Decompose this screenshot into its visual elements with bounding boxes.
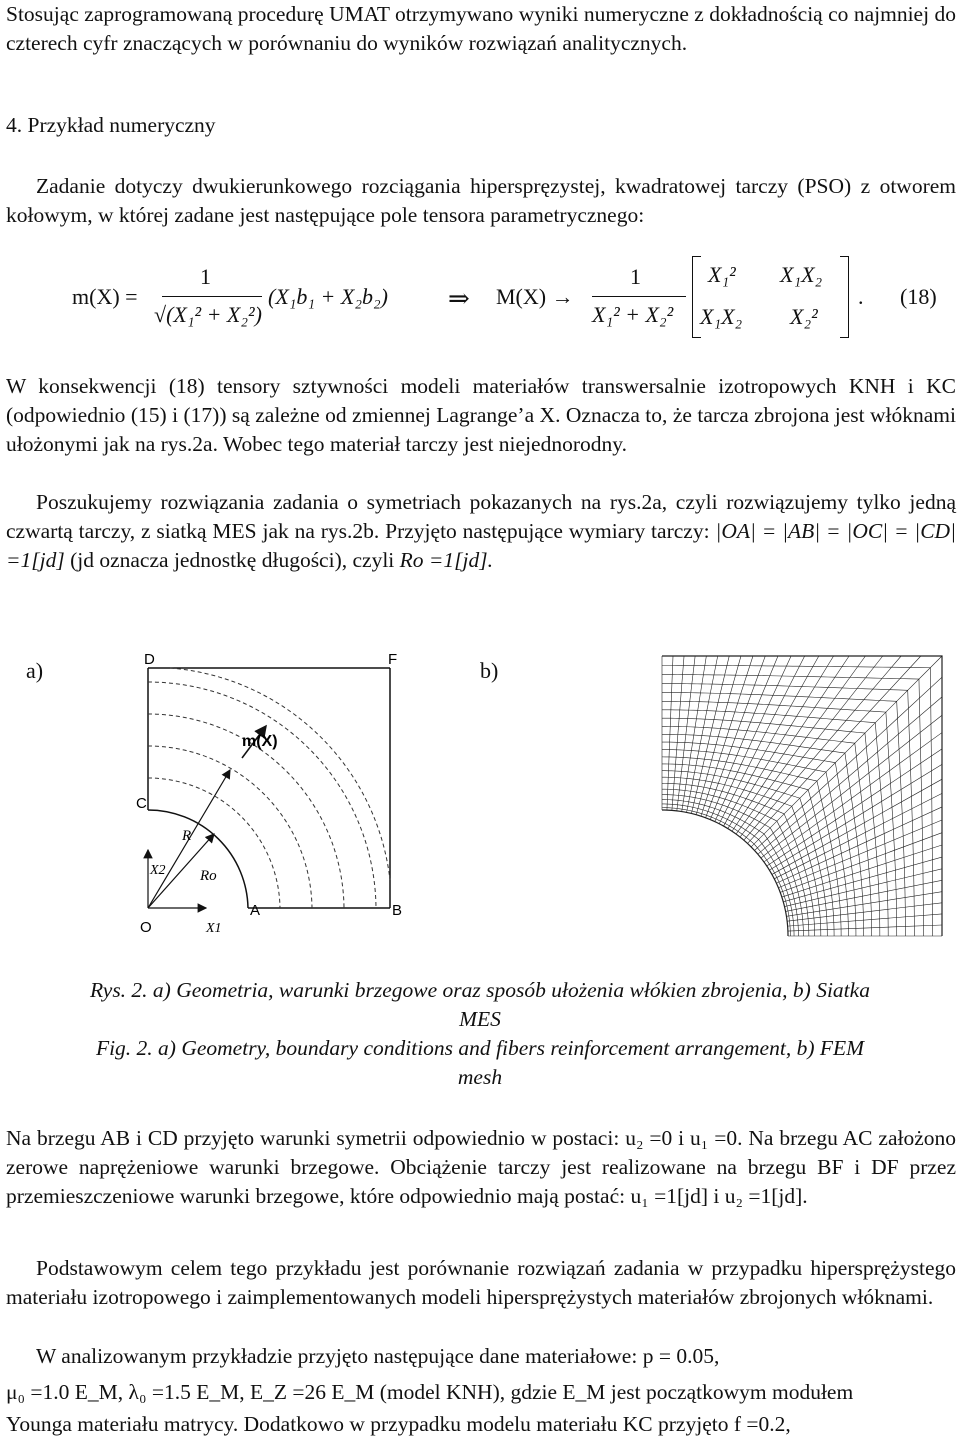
mesh-radial-line xyxy=(767,749,942,866)
eq-numerator: 1 xyxy=(200,264,211,289)
mesh-radial-line xyxy=(788,925,942,931)
x2-label: X2 xyxy=(150,863,166,878)
mesh-radial-line xyxy=(748,656,921,843)
caption-en-line1: Fig. 2. a) Geometry, boundary conditions and fibers reinforcement arrangement, b) FEM xyxy=(95,1036,865,1060)
eq-number: (18) xyxy=(900,284,937,309)
material-data-line3: Younga materiału matrycy. Dodatkowo w przypadku modelu materiału KC przyjęto f =0.2, xyxy=(6,1412,791,1436)
mesh-radial-line xyxy=(788,914,942,926)
radius-label: R xyxy=(182,828,192,844)
figure-label-b: b) xyxy=(480,658,499,683)
mesh-radial-line xyxy=(786,892,942,917)
mesh-radial-line xyxy=(755,677,942,850)
eq-period: . xyxy=(858,284,864,309)
mesh-radial-line xyxy=(751,656,942,847)
caption-pl-line2: MES xyxy=(459,1007,501,1031)
mesh-radial-line xyxy=(761,715,942,858)
mesh-radial-line xyxy=(778,820,942,888)
matrix-m12: X₁X₂ xyxy=(780,262,823,287)
mesh-radial-line xyxy=(772,779,942,874)
caption-pl-line1: Rys. 2. a) Geometria, warunki brzegowe oraz sposób ułożenia włókien zbrojenia, b) Siatka xyxy=(90,978,870,1002)
figure-b-fem-mesh xyxy=(658,652,948,942)
point-o: O xyxy=(140,919,152,936)
point-f: F xyxy=(388,651,398,668)
figure-label-a: a) xyxy=(26,658,44,683)
point-c: C xyxy=(136,795,147,812)
goal-paragraph: Podstawowym celem tego przykładu jest porównanie rozwiązań zadania w przypadku hipersprężystego materiału izotropowego i zaimplementowanych modeli hipersprężystych materiałów zbrojonych włóknami. xyxy=(6,1256,956,1309)
mesh-radial-line xyxy=(740,656,883,837)
symmetry-paragraph xyxy=(6,488,956,575)
eq-lhs: m(X) = xyxy=(72,284,138,309)
ro-value: Ro =1[jd]. xyxy=(399,548,493,572)
mesh-ring-line xyxy=(662,764,834,936)
caption-en-line2: mesh xyxy=(457,1065,503,1089)
eq-rhs: M(X) → xyxy=(496,284,574,309)
fiber-arc xyxy=(170,668,390,880)
material-data-line1: W analizowanym przykładzie przyjęto następujące dane materiałowe: p = 0.05, xyxy=(36,1344,720,1368)
mesh-radial-line xyxy=(710,656,778,820)
section-heading: 4. Przykład numeryczny xyxy=(6,113,216,137)
fiber-arc xyxy=(148,682,376,908)
point-b: B xyxy=(392,902,403,919)
mesh-radial-line xyxy=(672,656,684,810)
mesh-radial-line xyxy=(724,656,819,826)
mesh-radial-line xyxy=(785,869,942,907)
matrix-m21: X₁X₂ xyxy=(700,304,743,329)
figure-a-geometry xyxy=(130,650,420,950)
eq-implies: ⇒ xyxy=(448,284,470,313)
mesh-radial-line xyxy=(787,903,942,921)
field-label: m(X) xyxy=(242,733,278,750)
ro-label: Ro xyxy=(200,868,217,884)
material-data-line2: μ₀ =1.0 E_M, λ₀ =1.5 E_M, E_Z =26 E_M (model KNH), gdzie E_M jest początkowym modułem xyxy=(6,1380,854,1404)
matrix-m11: X₁² xyxy=(708,262,736,287)
mesh-radial-line xyxy=(691,656,729,813)
task-paragraph: Zadanie dotyczy dwukierunkowego rozciągania hiperspręzystej, kwadratowej tarczy (PSO) z otworem kołowym, w której zadane jest następujące pole tensora parametrycznego: xyxy=(6,174,956,227)
mesh-radial-line xyxy=(667,656,673,810)
symmetry-text-1: Poszukujemy rozwiązania zadania o symetriach pokazanych na rys.2a, czyli rozwiązujemy tylko jedną czwartą tarczy, z siatką MES jak na rys.2b. Przyjęto następujące wymiary tarczy: xyxy=(6,490,956,543)
eq-rhs-numerator: 1 xyxy=(630,264,641,289)
eq-denominator: √(X₁² + X₂²) xyxy=(154,302,262,327)
consequence-paragraph: W konsekwencji (18) tensory sztywności modeli materiałów transwersalnie izotropowych KNH i KC (odpowiednio (15) i (17)) są zależne od zmiennej Lagrange’a X. Oznacza to, że tarcza zbrojona jest włóknami ułożonymi jak na rys.2a. Wobec tego materiał tarczy jest niejednorodny. xyxy=(6,374,956,456)
mesh-radial-line xyxy=(682,656,707,812)
eq-rhs-fraction-bar xyxy=(592,296,686,297)
intro-paragraph: Stosując zaprogramowaną procedurę UMAT otrzymywano wyniki numeryczne z dokładnością co najmniej do czterech cyfr znaczących w porównaniu do wyników rozwiązań analitycznych. xyxy=(6,2,956,55)
dimensions-formula: |OA| = |AB| = |OC| = |CD| =1[jd] xyxy=(6,519,956,572)
matrix-m22: X₂² xyxy=(790,304,818,329)
x1-label: X1 xyxy=(206,921,222,936)
symmetry-text-2: (jd oznacza jednostkę długości), czyli xyxy=(70,548,395,572)
point-a: A xyxy=(250,902,261,919)
eq-fraction-bar xyxy=(162,296,262,297)
mesh-radial-line xyxy=(732,656,849,831)
mesh-radial-line xyxy=(677,656,695,811)
eq-rhs-denominator: X₁² + X₂² xyxy=(592,302,674,327)
boundary-paragraph: Na brzegu AB i CD przyjęto warunki symetrii odpowiednio w postaci: u₂ =0 i u₁ =0. Na brzegu AC założono zerowe naprężeniowe warunki brzegowe. Obciążenie tarczy jest realizowane na brzegu BF i DF przez przemieszczeniowe warunki brzegowe, które odpowiednio mają postać: u₁ =1[jd] i u₂ =1[jd]. xyxy=(6,1126,956,1208)
matrix-right-bracket xyxy=(840,256,849,338)
eq-vector: (X₁b₁ + X₂b₂) xyxy=(268,284,388,309)
point-d: D xyxy=(144,651,155,668)
